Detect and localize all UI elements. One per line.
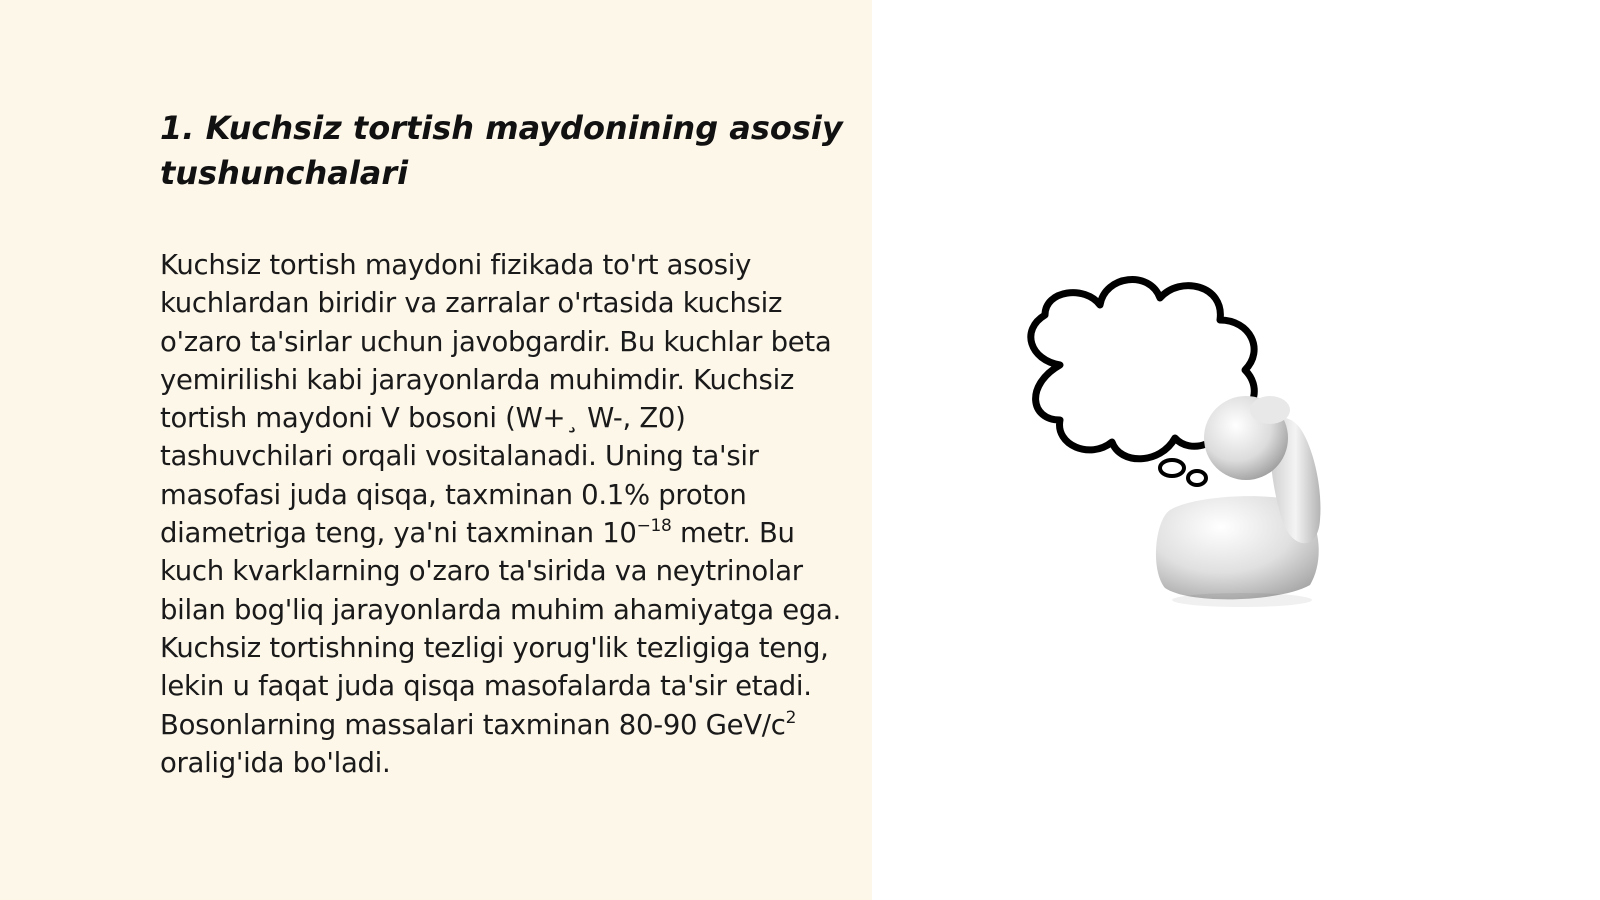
thinking-person-with-thought-bubble-icon <box>1020 270 1360 620</box>
exponent-minus-18: −18 <box>636 516 672 537</box>
exponent-2: 2 <box>785 707 797 728</box>
body-text-part-2: metr. Bu kuch kvarklarning o'zaro ta'sirida va neytrinolar bilan bog'liq jarayonlarda muhim ahamiyatga ega. Kuchsiz tortishning tezligi yorug'lik tezligiga teng, lekin u faqat juda qisqa masofalarda ta'sir etadi. Bosonlarning massalari taxminan 80-90 GeV/c <box>160 517 841 741</box>
slide-body-text <box>160 246 850 782</box>
slide-title: 1. Kuchsiz tortish maydonining asosiy tushunchalari <box>160 109 843 192</box>
body-text-part-3: oralig'ida bo'ladi. <box>160 746 391 779</box>
body-text-part-1: Kuchsiz tortish maydoni fizikada to'rt asosiy kuchlardan biridir va zarralar o'rtasida kuchsiz o'zaro ta'sirlar uchun javobgardir. Bu kuchlar beta yemirilishi kabi jarayonlarda muhimdir. Kuchsiz tortish maydoni V bosoni (W+¸ W-, Z0) tashuvchilari orqali vositalanadi. Uning ta'sir masofasi juda qisqa, taxminan 0.1% proton diametriga teng, ya'ni taxminan 10 <box>160 249 832 550</box>
